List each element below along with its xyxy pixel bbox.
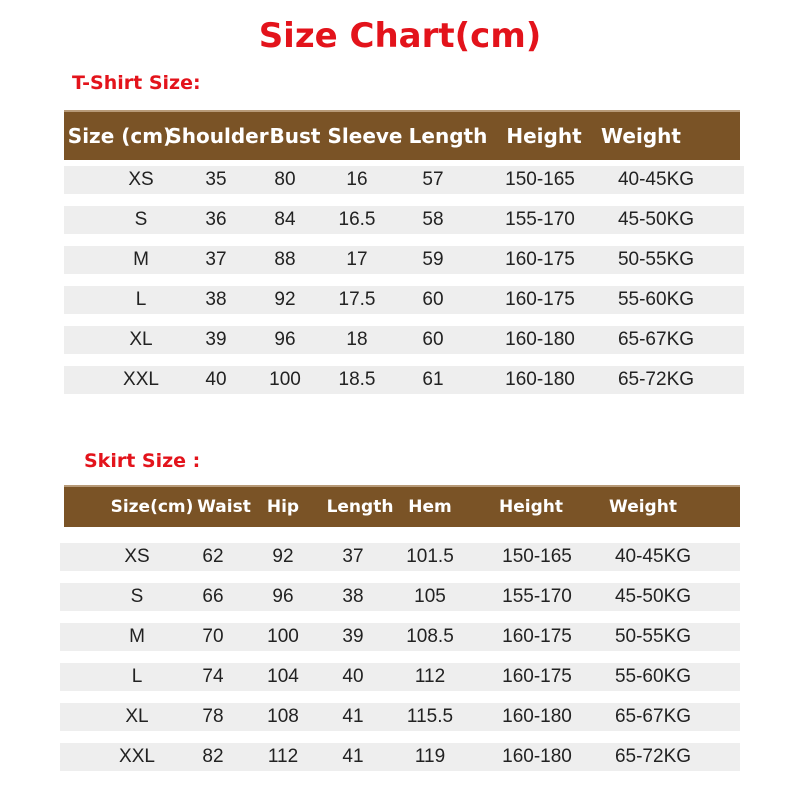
tshirt-table-cell: 155-170	[505, 209, 575, 230]
tshirt-table-cell: 61	[422, 369, 444, 390]
tshirt-table-cell: 38	[205, 289, 227, 310]
tshirt-table-cell: 36	[205, 209, 227, 230]
skirt-header-cell: Waist	[197, 497, 251, 517]
skirt-table-cell: 38	[342, 586, 364, 607]
tshirt-header-cell: Size (cm)	[67, 124, 173, 148]
tshirt-table-cell: 17	[346, 249, 368, 270]
tshirt-table-cell: 160-175	[505, 249, 575, 270]
skirt-table-cell: 119	[414, 746, 446, 767]
skirt-table-cell: 115.5	[406, 706, 454, 727]
skirt-table-cell: 39	[342, 626, 364, 647]
skirt-table-cell: S	[130, 586, 144, 607]
tshirt-table-cell: 18	[346, 329, 368, 350]
skirt-table-row	[60, 623, 740, 651]
tshirt-table-cell: M	[133, 249, 149, 270]
page-title: Size Chart(cm)	[258, 16, 542, 56]
tshirt-table-row	[64, 366, 744, 394]
tshirt-table-cell: 96	[274, 329, 296, 350]
tshirt-table-cell: 150-165	[505, 169, 575, 190]
skirt-header-cell: Height	[499, 497, 563, 517]
skirt-section-label: Skirt Size :	[84, 450, 201, 472]
skirt-table-cell: 96	[272, 586, 294, 607]
skirt-table-cell: 100	[267, 626, 299, 647]
skirt-table-cell: 41	[342, 746, 364, 767]
tshirt-header-cell: Bust	[269, 124, 321, 148]
tshirt-table-cell: 50-55KG	[617, 249, 695, 270]
skirt-table-cell: 160-180	[502, 746, 572, 767]
tshirt-table-row	[64, 286, 744, 314]
tshirt-table-cell: XXL	[123, 369, 159, 390]
skirt-table-cell: 66	[202, 586, 224, 607]
skirt-table-cell: XXL	[119, 746, 155, 767]
tshirt-table-cell: 55-60KG	[617, 289, 695, 310]
skirt-table-row	[60, 583, 740, 611]
skirt-table-row	[60, 743, 740, 771]
tshirt-table-cell: 59	[422, 249, 444, 270]
skirt-table-row	[60, 703, 740, 731]
skirt-table-cell: 92	[272, 546, 294, 567]
tshirt-table-cell: 45-50KG	[617, 209, 695, 230]
skirt-table-cell: 104	[267, 666, 299, 687]
skirt-table-cell: 65-67KG	[614, 706, 692, 727]
skirt-table-cell: 41	[342, 706, 364, 727]
skirt-header-bar	[64, 485, 740, 527]
tshirt-header-cell: Weight	[601, 124, 681, 148]
skirt-table-cell: 62	[202, 546, 224, 567]
skirt-table-cell: 112	[414, 666, 446, 687]
tshirt-table-cell: 39	[205, 329, 227, 350]
tshirt-table-cell: 65-67KG	[617, 329, 695, 350]
tshirt-table-cell: XL	[129, 329, 153, 350]
tshirt-table-cell: 16.5	[338, 209, 376, 230]
tshirt-table-cell: 88	[274, 249, 296, 270]
tshirt-table-cell: 80	[274, 169, 296, 190]
skirt-table-cell: 55-60KG	[614, 666, 692, 687]
tshirt-section-label: T-Shirt Size:	[72, 72, 201, 94]
skirt-table-cell: L	[131, 666, 143, 687]
skirt-table-cell: 150-165	[502, 546, 572, 567]
skirt-table-cell: 65-72KG	[614, 746, 692, 767]
tshirt-table-row	[64, 246, 744, 274]
skirt-table-cell: XS	[124, 546, 150, 567]
tshirt-table-cell: 65-72KG	[617, 369, 695, 390]
tshirt-header-bar	[64, 110, 740, 160]
skirt-table-row	[60, 663, 740, 691]
skirt-table-cell: 105	[414, 586, 446, 607]
tshirt-header-cell: Height	[506, 124, 582, 148]
skirt-header-cell: Weight	[609, 497, 677, 517]
tshirt-header-cell: Shoulder	[167, 124, 269, 148]
skirt-header-cell: Size(cm)	[110, 497, 194, 517]
skirt-table-cell: 70	[202, 626, 224, 647]
skirt-table-cell: 101.5	[406, 546, 454, 567]
tshirt-table-cell: S	[134, 209, 148, 230]
tshirt-table-cell: 37	[205, 249, 227, 270]
tshirt-table-cell: 160-175	[505, 289, 575, 310]
tshirt-table-cell: 57	[422, 169, 444, 190]
tshirt-table-cell: 40	[205, 369, 227, 390]
tshirt-table-cell: 18.5	[338, 369, 376, 390]
tshirt-table-cell: 84	[274, 209, 296, 230]
tshirt-table-cell: 17.5	[338, 289, 376, 310]
skirt-table-cell: 45-50KG	[614, 586, 692, 607]
tshirt-table-cell: 60	[422, 329, 444, 350]
skirt-table-cell: 112	[267, 746, 299, 767]
tshirt-table-cell: 35	[205, 169, 227, 190]
skirt-header-cell: Length	[326, 497, 394, 517]
tshirt-table-cell: 100	[269, 369, 301, 390]
skirt-table-row	[60, 543, 740, 571]
skirt-table-cell: XL	[125, 706, 149, 727]
tshirt-table-cell: 40-45KG	[617, 169, 695, 190]
skirt-table-cell: 40-45KG	[614, 546, 692, 567]
tshirt-table-row	[64, 326, 744, 354]
skirt-header-cell: Hem	[408, 497, 452, 517]
skirt-header-cell: Hip	[266, 497, 300, 517]
tshirt-table-row	[64, 206, 744, 234]
tshirt-table-row	[64, 166, 744, 194]
tshirt-table-cell: 16	[346, 169, 368, 190]
skirt-table-cell: M	[129, 626, 145, 647]
tshirt-table-cell: 160-180	[505, 369, 575, 390]
skirt-table-cell: 160-175	[502, 666, 572, 687]
tshirt-table-cell: 160-180	[505, 329, 575, 350]
tshirt-header-cell: Length	[408, 124, 488, 148]
skirt-table-cell: 40	[342, 666, 364, 687]
tshirt-table-cell: 92	[274, 289, 296, 310]
tshirt-header-cell: Sleeve	[327, 124, 403, 148]
skirt-table-cell: 50-55KG	[614, 626, 692, 647]
skirt-table-cell: 160-180	[502, 706, 572, 727]
skirt-table-cell: 37	[342, 546, 364, 567]
tshirt-table-cell: XS	[128, 169, 154, 190]
skirt-table-cell: 108	[267, 706, 299, 727]
skirt-table-cell: 82	[202, 746, 224, 767]
skirt-table-cell: 78	[202, 706, 224, 727]
tshirt-table-cell: 60	[422, 289, 444, 310]
skirt-table-cell: 74	[202, 666, 224, 687]
skirt-table-cell: 160-175	[502, 626, 572, 647]
tshirt-table-cell: L	[135, 289, 147, 310]
tshirt-table-cell: 58	[422, 209, 444, 230]
skirt-table-cell: 155-170	[502, 586, 572, 607]
skirt-table-cell: 108.5	[406, 626, 454, 647]
